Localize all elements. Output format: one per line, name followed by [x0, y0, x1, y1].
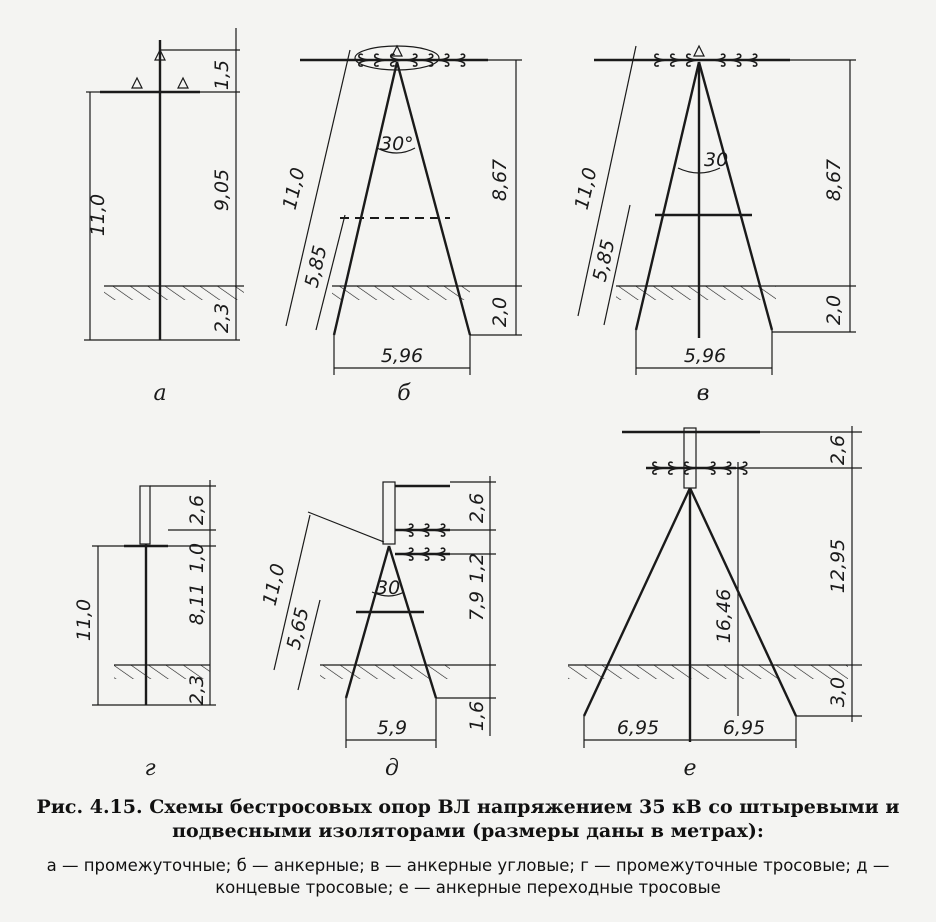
dim-label: 30 — [376, 577, 401, 599]
panel-b — [279, 46, 522, 406]
dim-label: 1,2 — [466, 552, 488, 584]
dim-label: 2,6 — [827, 434, 849, 466]
dim-label: 2,0 — [489, 296, 511, 328]
dim-label: 16,46 — [713, 588, 735, 644]
dim-label: 3,0 — [827, 676, 849, 708]
svg-text:⊰⊰⊰⊰: ⊰⊰⊰⊰ — [404, 49, 468, 71]
svg-text:⊰⊰⊰: ⊰⊰⊰ — [702, 457, 750, 479]
figure-title-line1: Рис. 4.15. Схемы бестросовых опор ВЛ напряжением 35 кВ со штыревыми и — [36, 796, 900, 818]
panel-label: г — [144, 756, 156, 781]
figure-legend-line2: концевые тросовые; е — анкерные переходные тросовые — [215, 878, 721, 897]
svg-text:⊱⊱⊱: ⊱⊱⊱ — [356, 49, 404, 71]
panel-g — [73, 480, 216, 781]
dim-label: 11,0 — [278, 165, 310, 212]
ground-hatch — [568, 665, 848, 679]
dim-label: 30 — [704, 149, 729, 171]
leg-right — [690, 488, 796, 716]
ground-wire-rack — [140, 486, 150, 544]
panel-a — [84, 28, 244, 406]
dim-label: 9,05 — [211, 168, 233, 212]
leg-left — [584, 488, 690, 716]
ground-hatch — [320, 665, 450, 679]
panel-e — [568, 426, 862, 781]
svg-text:⊰⊰⊰: ⊰⊰⊰ — [400, 543, 448, 565]
svg-text:⊱⊱⊱: ⊱⊱⊱ — [650, 457, 698, 479]
panel-d — [259, 476, 496, 781]
pin-insulator-icon — [132, 78, 142, 88]
dim-label: 5,65 — [282, 605, 314, 652]
dim-label: 30° — [380, 133, 414, 155]
panel-label: в — [696, 381, 710, 406]
panel-v — [571, 46, 856, 406]
dim-label: 2,3 — [186, 674, 208, 706]
dim-label: 2,0 — [823, 294, 845, 326]
svg-text:⊰⊰⊰: ⊰⊰⊰ — [712, 49, 760, 71]
svg-text:⊱⊱⊱: ⊱⊱⊱ — [652, 49, 700, 71]
panel-label: е — [683, 756, 697, 781]
dim-label: 11,0 — [258, 561, 290, 608]
dim-label: 5,9 — [376, 717, 408, 739]
dim-label: 5,96 — [380, 345, 424, 367]
dim-label: 8,11 — [186, 582, 208, 626]
dim-label: 11,0 — [87, 193, 109, 237]
panel-label: б — [397, 381, 411, 406]
dim-label: 2,6 — [186, 494, 208, 526]
dim-label: 1,5 — [211, 59, 233, 91]
pin-insulator-icon — [178, 78, 188, 88]
svg-text:⊰⊰⊰: ⊰⊰⊰ — [400, 519, 448, 541]
dim-label: 5,96 — [683, 345, 727, 367]
dim-label: 1,6 — [466, 700, 488, 732]
dim-label: 8,67 — [823, 158, 845, 202]
dim-label: 5,85 — [588, 237, 620, 284]
dim-label: 11,0 — [73, 598, 95, 642]
dim-label: 6,95 — [722, 717, 766, 739]
dim-label: 8,67 — [489, 158, 511, 202]
figure-legend-line1: а — промежуточные; б — анкерные; в — анкерные угловые; г — промежуточные тросовые; д — — [46, 856, 890, 875]
dim-label: 5,85 — [300, 243, 332, 290]
ground-wire-rack — [383, 482, 395, 544]
panel-label: а — [153, 381, 167, 406]
dim-label: 2,3 — [211, 302, 233, 334]
dim-label: 12,95 — [827, 538, 849, 594]
dim-label: 1,0 — [186, 542, 208, 574]
ground-hatch — [616, 286, 776, 300]
dim-label: 2,6 — [466, 492, 488, 524]
dim-label: 6,95 — [616, 717, 660, 739]
figure-title-line2: подвесными изоляторами (размеры даны в метрах): — [172, 820, 764, 842]
dim-label: 7,9 — [466, 590, 488, 622]
ground-hatch — [104, 286, 244, 300]
panel-label: д — [385, 756, 399, 781]
dim-label: 11,0 — [570, 165, 602, 212]
ground-hatch — [332, 286, 470, 300]
